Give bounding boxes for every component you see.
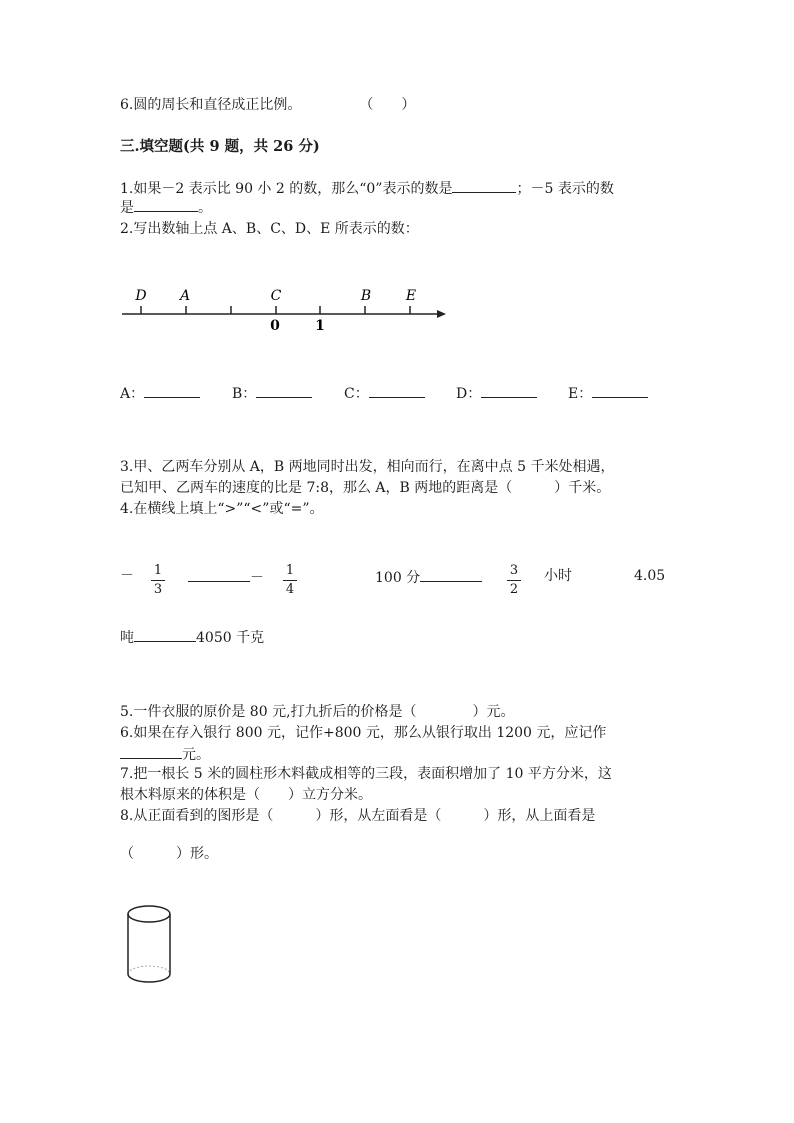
q6-tf-paren: （ ） bbox=[359, 97, 416, 113]
q4-item3-right: 4050 千克 bbox=[196, 630, 265, 646]
q4-frac1 bbox=[151, 563, 165, 598]
q3-line1: 3.甲、乙两车分别从 A，B 两地同时出发，相向而行，在离中点 5 千米处相遇， bbox=[120, 459, 615, 475]
answer-E bbox=[568, 383, 648, 403]
q8-line2: （ ）形。 bbox=[120, 846, 218, 862]
q4-neg1: － bbox=[120, 568, 134, 584]
q6-line2 bbox=[120, 744, 210, 764]
q6-blank[interactable] bbox=[120, 744, 182, 759]
q4-item3-unit: 吨 bbox=[120, 630, 134, 646]
q4-frac1-bar bbox=[151, 580, 165, 581]
section-title: 三.填空题(共 9 题，共 26 分) bbox=[120, 138, 320, 155]
answer-E-label: E： bbox=[568, 386, 593, 402]
q2-text: 2.写出数轴上点 A、B、C、D、E 所表示的数： bbox=[120, 221, 419, 237]
cylinder-hidden-edge bbox=[128, 966, 170, 974]
q4-item2 bbox=[375, 567, 482, 587]
q6-tf-text: 6.圆的周长和直径成正比例。 bbox=[120, 97, 302, 113]
q6-line1: 6.如果在存入银行 800 元，记作+800 元，那么从银行取出 1200 元，应记作 bbox=[120, 725, 607, 741]
q4-frac2 bbox=[283, 563, 297, 598]
q7-line2: 根木料原来的体积是（ ）立方分米。 bbox=[120, 787, 372, 803]
label-zero: 0 bbox=[270, 318, 280, 334]
q4-item1-blank-wrap bbox=[188, 567, 264, 587]
label-A: A bbox=[179, 288, 191, 304]
answer-A-label: A： bbox=[120, 386, 145, 402]
answer-D bbox=[456, 383, 537, 403]
answer-B bbox=[232, 383, 312, 403]
q1-text-a: 1.如果－2 表示比 90 小 2 的数，那么“0”表示的数是 bbox=[120, 181, 453, 197]
q1-blank-2[interactable] bbox=[134, 197, 198, 212]
q4-item3-left: 4.05 bbox=[634, 568, 666, 584]
answer-B-label: B： bbox=[232, 386, 257, 402]
answer-E-blank[interactable] bbox=[592, 383, 648, 398]
q4-frac3-num: 3 bbox=[509, 563, 519, 578]
q6-line2-text: 元。 bbox=[182, 747, 210, 763]
answer-A bbox=[120, 383, 200, 403]
label-D: D bbox=[135, 288, 147, 304]
q4-blank-2[interactable] bbox=[420, 567, 482, 582]
answer-D-label: D： bbox=[456, 386, 482, 402]
q4-blank-1[interactable] bbox=[188, 567, 250, 582]
number-line bbox=[0, 282, 794, 342]
q4-frac2-bar bbox=[283, 580, 297, 581]
q1-text-d: 。 bbox=[198, 200, 212, 216]
answer-D-blank[interactable] bbox=[481, 383, 537, 398]
q4-blank-3[interactable] bbox=[134, 627, 196, 642]
q8-line1: 8.从正面看到的图形是（ ）形，从左面看是（ ）形，从上面看是 bbox=[120, 808, 596, 824]
q4-frac3 bbox=[507, 563, 521, 598]
q4-frac1-num: 1 bbox=[153, 563, 163, 578]
q4-frac1-den: 3 bbox=[153, 582, 163, 597]
q1-text-b: ；－5 表示的数 bbox=[516, 181, 614, 197]
q1-line1 bbox=[120, 178, 614, 198]
q1-text-c: 是 bbox=[120, 200, 134, 216]
answer-C-label: C： bbox=[344, 386, 369, 402]
label-C: C bbox=[270, 288, 282, 304]
answer-A-blank[interactable] bbox=[144, 383, 200, 398]
q3-line2: 已知甲、乙两车的速度的比是 7:8，那么 A，B 两地的距离是（ ）千米。 bbox=[120, 480, 611, 496]
cylinder-bottom bbox=[128, 974, 170, 982]
cylinder-top bbox=[128, 906, 170, 922]
answer-C-blank[interactable] bbox=[369, 383, 425, 398]
q1-blank-1[interactable] bbox=[452, 178, 516, 193]
number-line-arrow bbox=[437, 310, 446, 318]
q4-frac2-den: 4 bbox=[285, 582, 295, 597]
q4-frac3-den: 2 bbox=[509, 582, 519, 597]
q4-item2-right: 小时 bbox=[544, 568, 572, 584]
q6-truefalse bbox=[120, 96, 415, 114]
q4-frac2-num: 1 bbox=[285, 563, 295, 578]
q4-frac3-bar bbox=[507, 580, 521, 581]
label-one: 1 bbox=[315, 318, 325, 334]
answer-C bbox=[344, 383, 425, 403]
answer-B-blank[interactable] bbox=[256, 383, 312, 398]
q1-line2 bbox=[120, 197, 212, 217]
q7-line1: 7.把一根长 5 米的圆柱形木料截成相等的三段，表面积增加了 10 平方分米，这 bbox=[120, 766, 612, 782]
q5-text: 5.一件衣服的原价是 80 元,打九折后的价格是（ ）元。 bbox=[120, 704, 515, 720]
label-B: B bbox=[360, 288, 372, 304]
q4-text: 4.在横线上填上“>”“<”或“=”。 bbox=[120, 501, 324, 517]
label-E: E bbox=[405, 288, 417, 304]
cylinder-figure bbox=[122, 900, 182, 990]
q4-item2-left: 100 分 bbox=[375, 570, 421, 586]
q4-neg2: － bbox=[250, 570, 264, 586]
q4-line3 bbox=[120, 627, 264, 647]
